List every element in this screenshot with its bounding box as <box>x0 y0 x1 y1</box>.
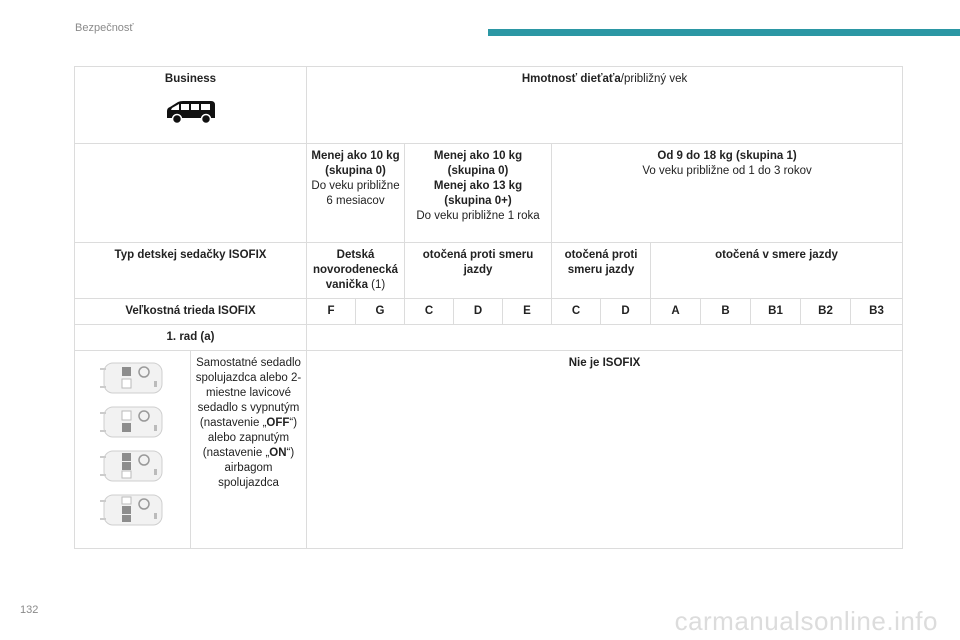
size-class: C <box>405 299 454 325</box>
seat-desc-text: “) airbagom spolujazdca <box>218 447 295 489</box>
weight-title-suffix: /približný vek <box>620 73 688 85</box>
weight-label: Menej ako 10 kg (skupina 0) <box>433 150 523 177</box>
section-title: Bezpečnosť <box>75 22 134 34</box>
age-label: Do veku približne 6 mesiacov <box>311 180 400 207</box>
size-class: B1 <box>751 299 801 325</box>
size-class: B <box>701 299 751 325</box>
business-cell <box>75 67 307 144</box>
type-note: (1) <box>367 279 386 291</box>
table-row <box>75 351 903 549</box>
type-rear-facing-2: otočená proti smeru jazdy <box>552 243 651 299</box>
seat-desc-text: Samostatné sedadlo spolujazdca alebo 2-miestne lavicové sedadlo s vypnutým (nastavenie „ <box>195 357 302 429</box>
weight-group-0-short <box>307 144 405 243</box>
type-carrycot <box>307 243 405 299</box>
airbag-on-label: ON <box>269 447 287 459</box>
business-label: Business <box>164 73 217 85</box>
car-seat-diagram-icon <box>98 403 168 441</box>
car-seat-diagram-icon <box>98 447 168 485</box>
size-class: F <box>307 299 356 325</box>
size-class: G <box>356 299 405 325</box>
size-class: B2 <box>801 299 851 325</box>
age-label: Do veku približne 1 roka <box>416 210 540 222</box>
size-row-label: Veľkostná trieda ISOFIX <box>75 299 307 325</box>
empty-cell <box>307 325 903 351</box>
seat-diagrams-cell <box>75 351 191 549</box>
weight-group-0-plus <box>405 144 552 243</box>
van-icon <box>164 99 218 125</box>
weight-group-1 <box>552 144 903 243</box>
type-row-label: Typ detskej sedačky ISOFIX <box>75 243 307 299</box>
size-class: E <box>503 299 552 325</box>
seat-isofix-value: Nie je ISOFIX <box>307 351 903 549</box>
empty-cell <box>75 144 307 243</box>
car-seat-diagram-icon <box>98 359 168 397</box>
table-row <box>75 144 903 243</box>
type-rear-facing: otočená proti smeru jazdy <box>405 243 552 299</box>
age-label: Vo veku približne od 1 do 3 rokov <box>642 165 812 177</box>
airbag-off-label: OFF <box>266 417 290 429</box>
weight-label: Od 9 do 18 kg (skupina 1) <box>657 150 797 162</box>
table-row <box>75 243 903 299</box>
size-class: A <box>651 299 701 325</box>
type-label: Detská novorodenecká vanička <box>313 249 398 291</box>
size-class: C <box>552 299 601 325</box>
row-1-label: 1. rad (a) <box>75 325 307 351</box>
table-row <box>75 325 903 351</box>
table-row <box>75 67 903 144</box>
page-number: 132 <box>20 604 39 616</box>
weight-title-cell <box>307 67 903 144</box>
seat-desc-text: “) alebo zapnutým (nastavenie „ <box>202 417 298 459</box>
weight-title: Hmotnosť dieťaťa <box>521 73 621 85</box>
isofix-table <box>74 66 903 549</box>
size-class: D <box>454 299 503 325</box>
size-class: D <box>601 299 651 325</box>
weight-label: Menej ako 13 kg (skupina 0+) <box>433 180 523 207</box>
size-class: B3 <box>851 299 903 325</box>
table-row <box>75 299 903 325</box>
weight-label: Menej ako 10 kg (skupina 0) <box>311 150 400 177</box>
type-forward-facing: otočená v smere jazdy <box>651 243 903 299</box>
seat-description <box>191 351 307 549</box>
header-accent-bar <box>488 29 960 36</box>
car-seat-diagram-icon <box>98 491 168 529</box>
watermark: carmanualsonline.info <box>674 606 938 636</box>
